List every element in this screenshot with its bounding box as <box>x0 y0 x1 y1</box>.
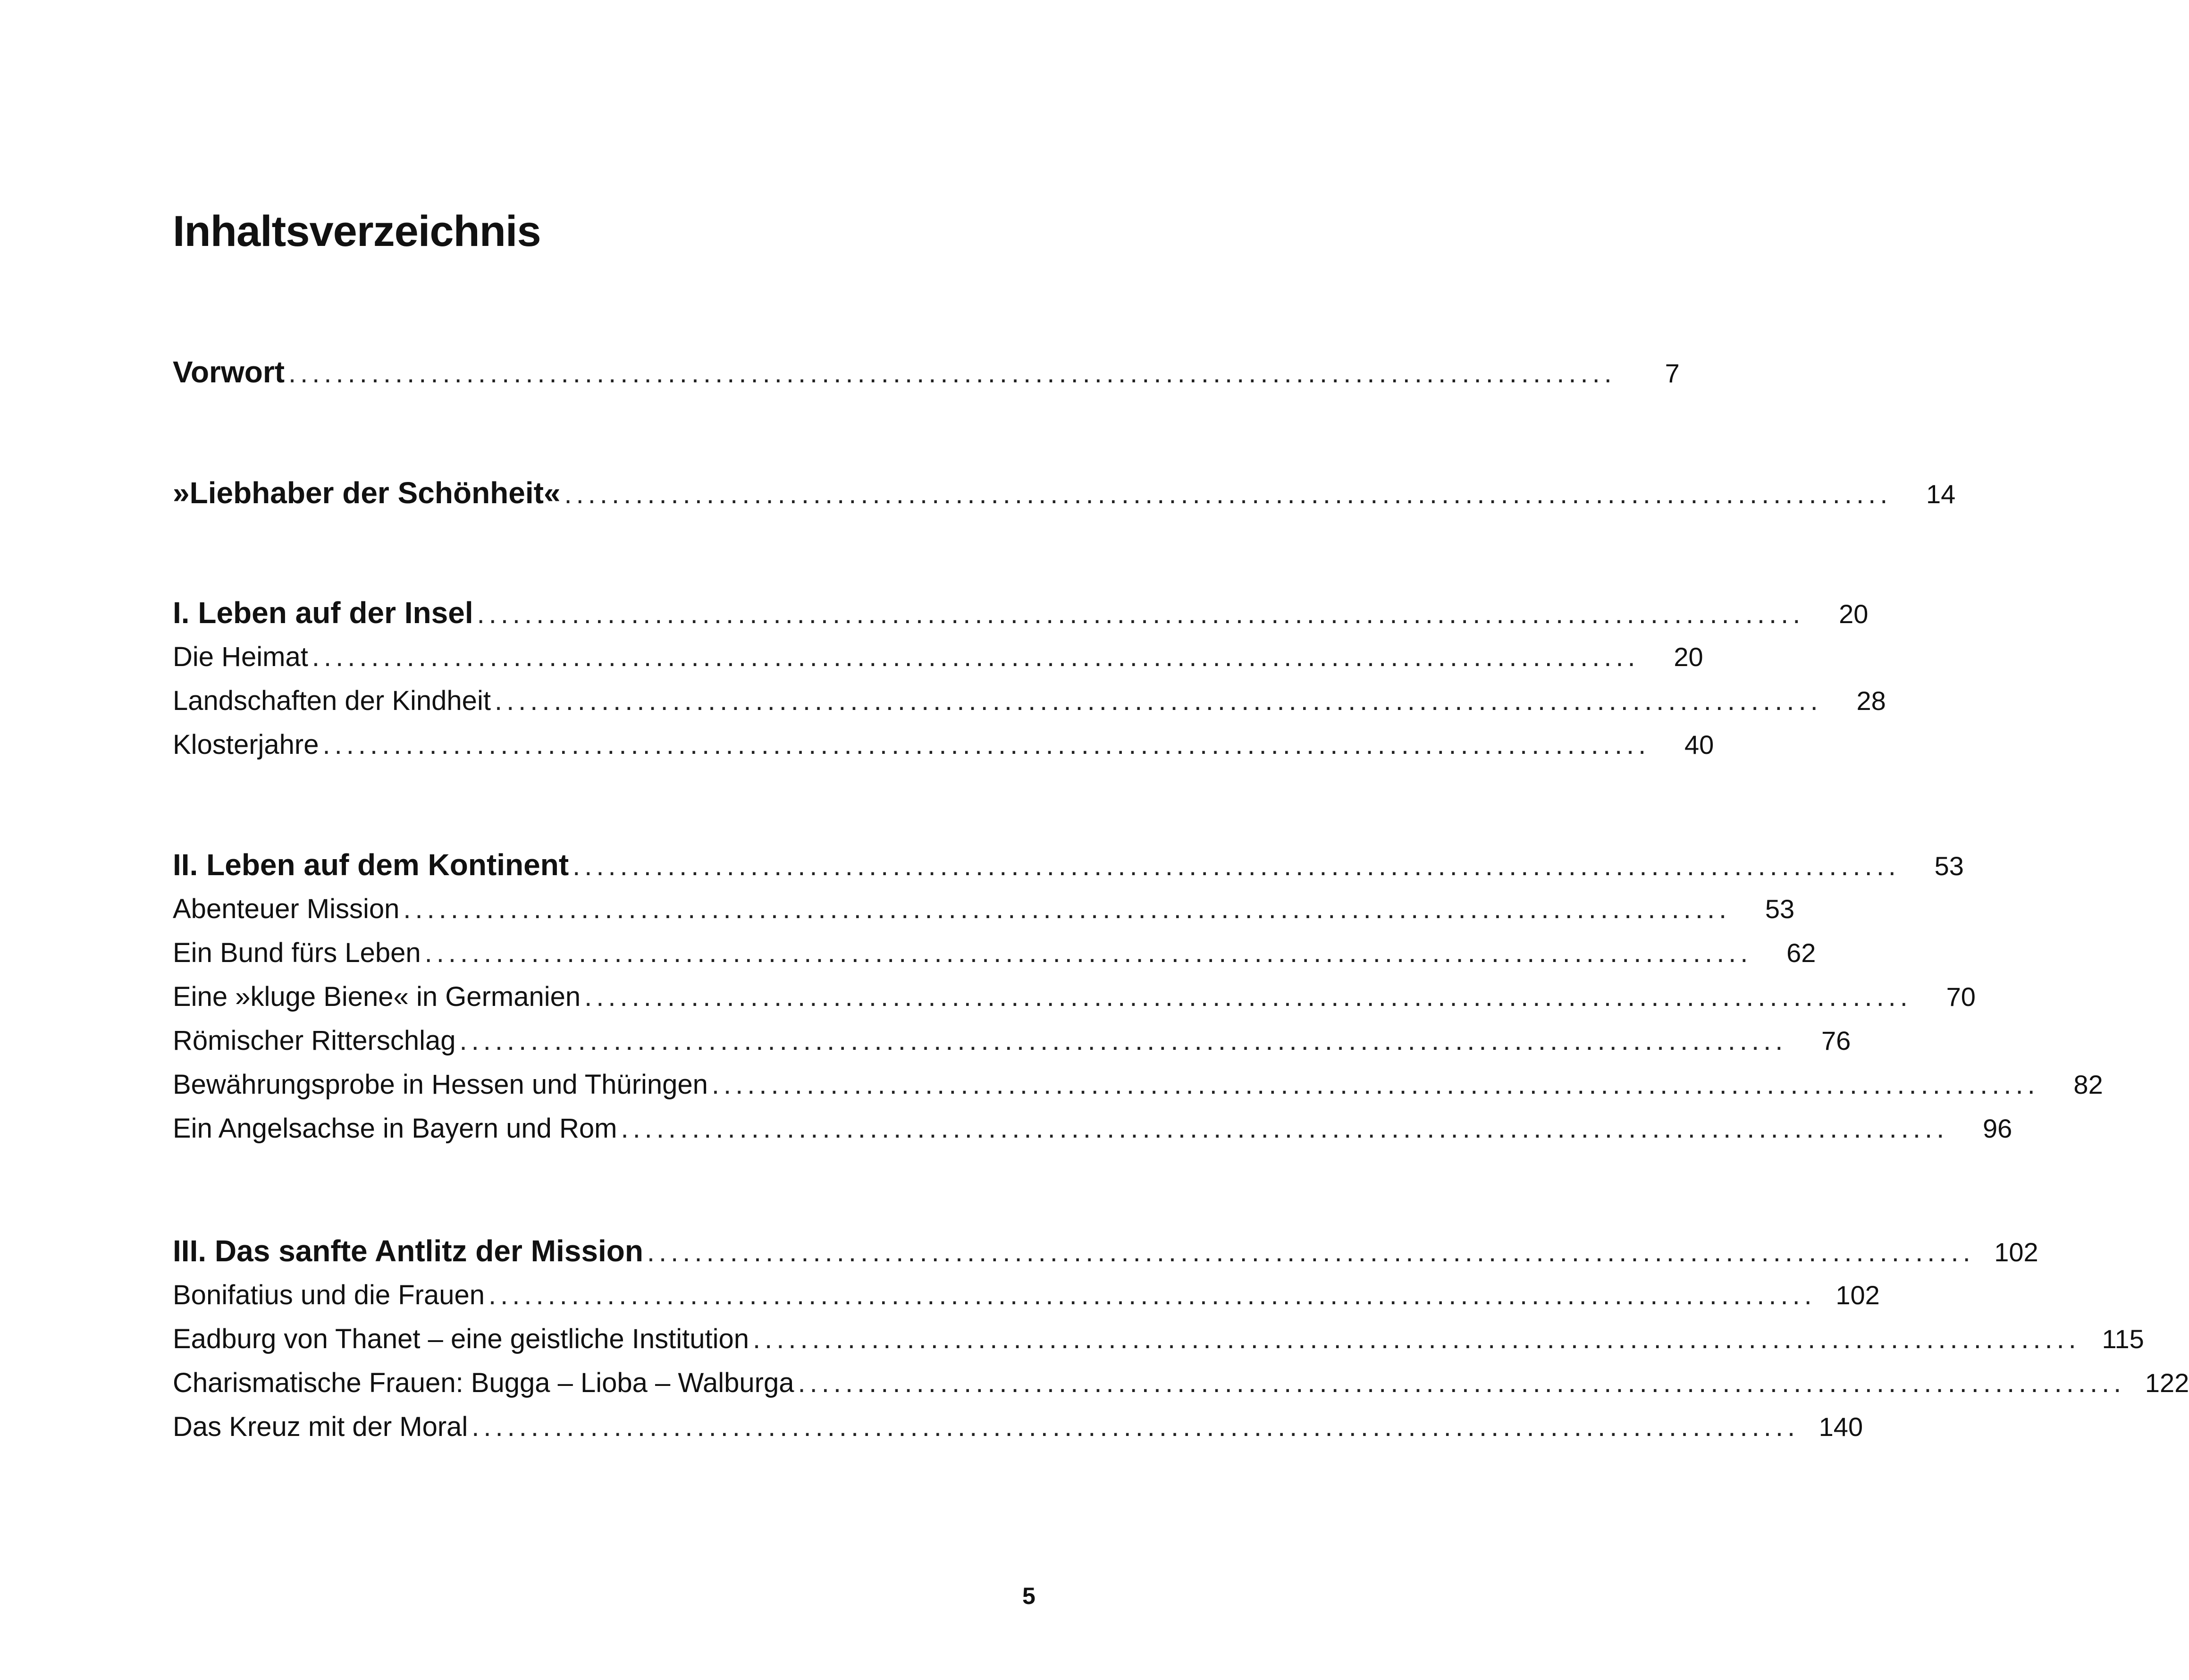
toc-page-number: 14 <box>1926 479 1956 509</box>
dot-leader: ................................................................................................................ <box>424 937 1752 968</box>
toc-item-label: Ein Angelsachse in Bayern und Rom <box>173 1113 617 1144</box>
toc-heading[interactable] <box>173 471 1956 515</box>
toc-section-chapter-1 <box>173 591 1886 767</box>
dot-leader: ................................................................................................................ <box>711 1069 2039 1100</box>
toc-item[interactable] <box>173 1063 2103 1106</box>
toc-heading-label: I. Leben auf der Insel <box>173 596 473 630</box>
toc-page-number: 62 <box>1786 938 1816 968</box>
toc-item-label: Ein Bund fürs Leben <box>173 937 421 968</box>
dot-leader: ................................................................................................................ <box>494 685 1822 716</box>
toc-heading[interactable] <box>173 591 1869 635</box>
dot-leader: ................................................................................................................ <box>312 642 1640 672</box>
toc-item[interactable] <box>173 635 1703 679</box>
toc-item[interactable] <box>173 679 1886 723</box>
dot-leader: ................................................................................................................ <box>403 894 1731 924</box>
toc-section-vorwort <box>173 350 1680 394</box>
toc-item-label: Das Kreuz mit der Moral <box>173 1411 468 1442</box>
toc-page-number: 76 <box>1821 1026 1851 1055</box>
toc-item-label: Bonifatius und die Frauen <box>173 1280 485 1310</box>
dot-leader: ................................................................................................................ <box>573 851 1900 881</box>
dot-leader: ................................................................................................................ <box>477 599 1805 629</box>
page-title: Inhaltsverzeichnis <box>173 207 541 255</box>
toc-section-liebhaber <box>173 471 1956 515</box>
toc-item[interactable] <box>173 1273 1880 1317</box>
toc-heading-label: Vorwort <box>173 355 285 389</box>
toc-page-number: 102 <box>1835 1280 1880 1310</box>
toc-item[interactable] <box>173 975 1976 1019</box>
toc-page-number: 96 <box>1982 1114 2012 1143</box>
toc-section-chapter-3 <box>173 1229 2189 1449</box>
toc-page-number: 122 <box>2145 1368 2189 1398</box>
toc-heading[interactable] <box>173 843 1964 887</box>
toc-item[interactable] <box>173 1019 1851 1063</box>
toc-item-label: Römischer Ritterschlag <box>173 1025 456 1056</box>
dot-leader: ................................................................................................................ <box>459 1025 1787 1056</box>
toc-page-number: 140 <box>1819 1412 1863 1442</box>
toc-page-number: 7 <box>1665 358 1680 388</box>
dot-leader: ................................................................................................................ <box>471 1411 1800 1442</box>
page-number: 5 <box>1022 1583 1036 1609</box>
toc-heading-label: II. Leben auf dem Kontinent <box>173 848 569 882</box>
toc-item-label: Charismatische Frauen: Bugga – Lioba – Walburga <box>173 1368 794 1398</box>
dot-leader: ................................................................................................................ <box>798 1368 2126 1398</box>
toc-item-label: Eine »kluge Biene« in Germanien <box>173 981 581 1012</box>
toc-heading[interactable] <box>173 350 1680 394</box>
toc-heading[interactable] <box>173 1229 2038 1273</box>
dot-leader: ................................................................................................................ <box>584 981 1912 1012</box>
toc-item[interactable] <box>173 1317 2144 1361</box>
toc-page-number: 40 <box>1684 730 1714 760</box>
dot-leader: ................................................................................................................ <box>752 1324 2080 1354</box>
toc-item-label: Abenteuer Mission <box>173 894 400 924</box>
toc-page-number: 20 <box>1839 599 1869 629</box>
dot-leader: ................................................................................................................ <box>564 479 1892 509</box>
toc-item-label: Klosterjahre <box>173 729 319 760</box>
toc-item[interactable] <box>173 1405 1863 1449</box>
toc-heading-label: III. Das sanfte Antlitz der Mission <box>173 1234 643 1268</box>
toc-heading-label: »Liebhaber der Schönheit« <box>173 476 561 510</box>
toc-item-label: Die Heimat <box>173 642 308 672</box>
toc-item[interactable] <box>173 1361 2189 1405</box>
toc-page-number: 102 <box>1994 1237 2038 1267</box>
toc-item-label: Bewährungsprobe in Hessen und Thüringen <box>173 1069 708 1100</box>
toc-page-number: 70 <box>1946 982 1976 1012</box>
toc-section-chapter-2 <box>173 843 2103 1150</box>
toc-item-label: Eadburg von Thanet – eine geistliche Institution <box>173 1324 749 1354</box>
dot-leader: ................................................................................................................ <box>288 358 1616 388</box>
dot-leader: ................................................................................................................ <box>322 729 1650 760</box>
toc-page-number: 53 <box>1765 894 1795 924</box>
toc-page-number: 28 <box>1856 686 1886 716</box>
toc-page-number: 53 <box>1934 851 1964 881</box>
toc-page-number: 82 <box>2073 1070 2103 1099</box>
dot-leader: ................................................................................................................ <box>621 1113 1949 1144</box>
toc-item-label: Landschaften der Kindheit <box>173 685 491 716</box>
toc-item[interactable] <box>173 723 1714 767</box>
toc-page-number: 20 <box>1674 642 1703 672</box>
toc-item[interactable] <box>173 1106 2012 1150</box>
toc-page-number: 115 <box>2102 1324 2144 1354</box>
toc-item[interactable] <box>173 887 1795 931</box>
dot-leader: ................................................................................................................ <box>647 1237 1975 1267</box>
toc-item[interactable] <box>173 931 1816 975</box>
dot-leader: ................................................................................................................ <box>488 1280 1816 1310</box>
